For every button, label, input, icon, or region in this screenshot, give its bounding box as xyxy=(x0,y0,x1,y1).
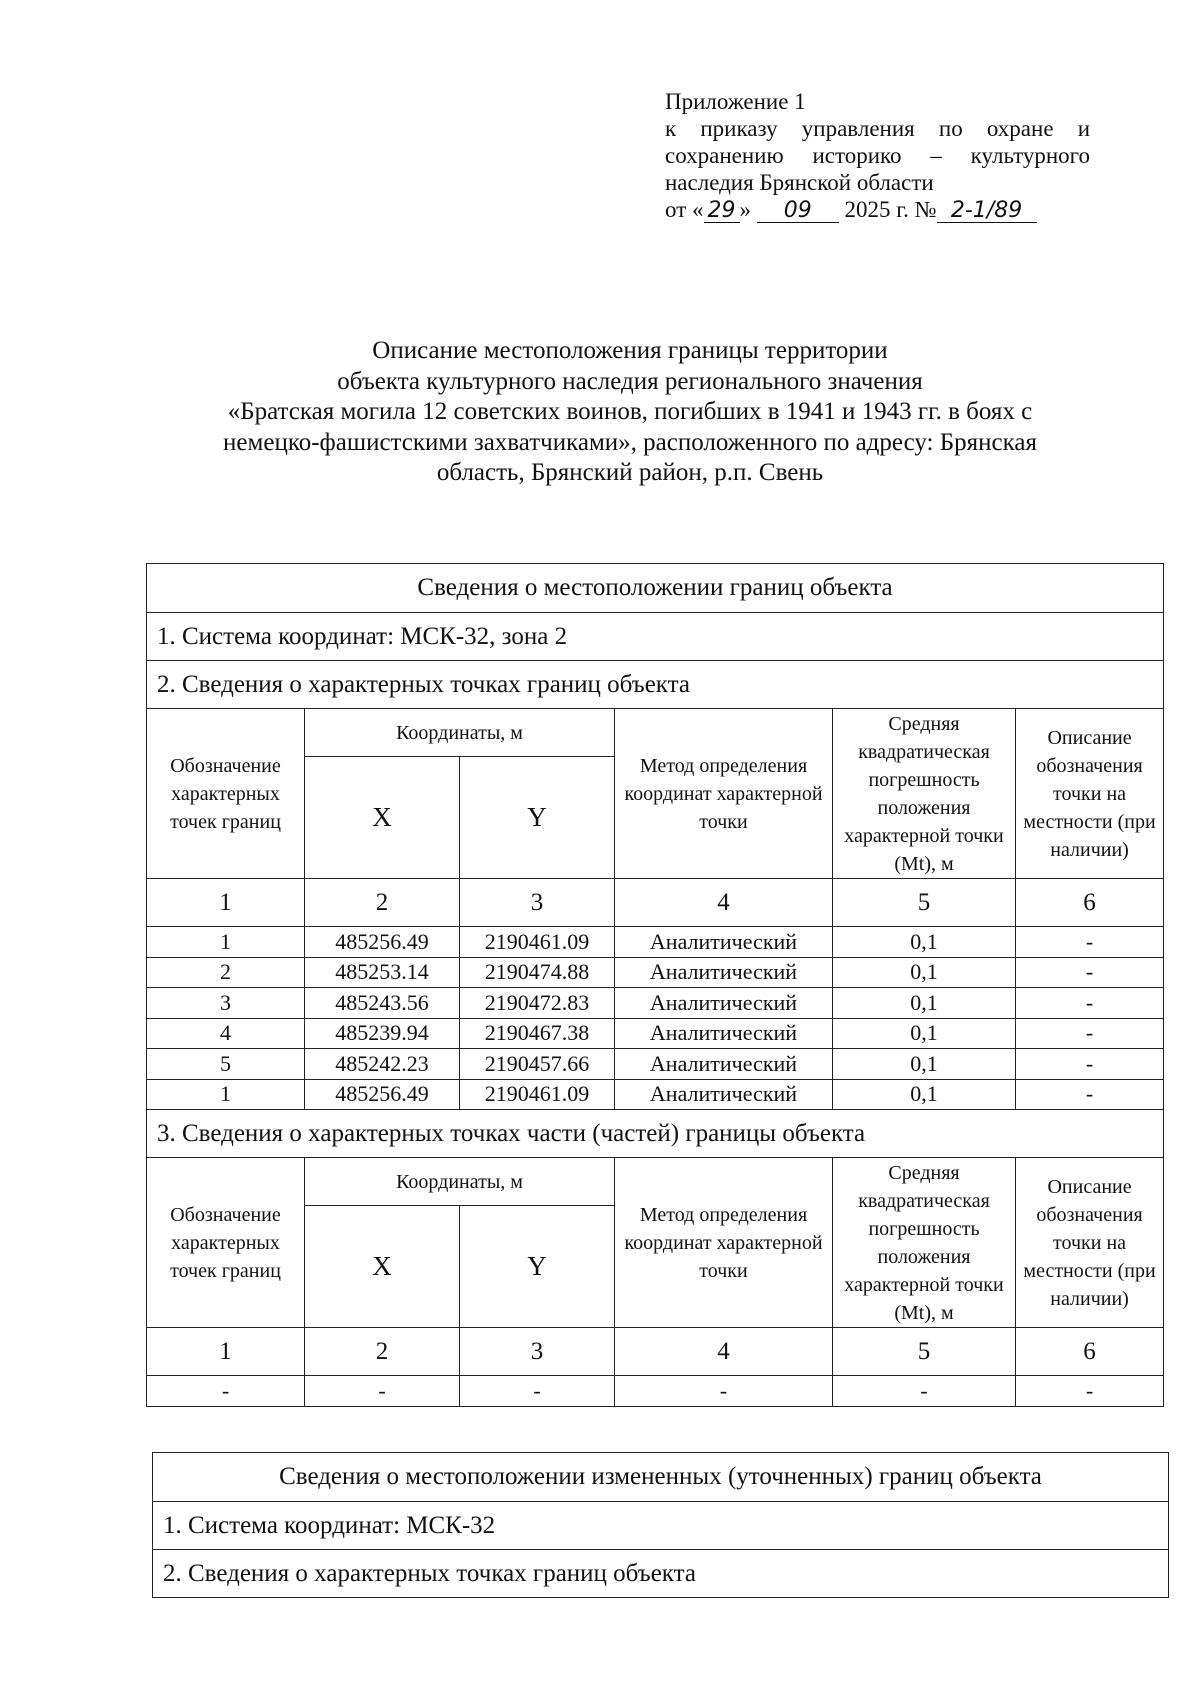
appendix-date-line xyxy=(665,196,1090,223)
table-row xyxy=(147,1376,1164,1407)
cell-point: 1 xyxy=(147,927,305,958)
cell-y: - xyxy=(460,1376,615,1407)
cell-description: - xyxy=(1016,927,1164,958)
cell-y: 2190474.88 xyxy=(460,957,615,988)
col-number: 1 xyxy=(147,879,305,927)
cell-point: 4 xyxy=(147,1018,305,1049)
cell-point: 3 xyxy=(147,988,305,1019)
cell-y: 2190457.66 xyxy=(460,1049,615,1080)
table-row xyxy=(147,957,1164,988)
col-header-y: Y xyxy=(460,757,615,879)
cell-y: 2190472.83 xyxy=(460,988,615,1019)
col-header-description: Описание обозначения точки на местности (при наличии) xyxy=(1016,709,1164,879)
table-row xyxy=(147,1049,1164,1080)
cell-method: Аналитический xyxy=(615,1079,833,1110)
appendix-order-line: к приказу управления по охране и xyxy=(665,116,1090,141)
date-month: 09 xyxy=(757,200,839,223)
table-row xyxy=(147,1018,1164,1049)
col-header-point: Обозначение характерных точек границ xyxy=(147,1158,305,1328)
cell-error: 0,1 xyxy=(833,927,1016,958)
table-row xyxy=(147,988,1164,1019)
cell-x: 485242.23 xyxy=(305,1049,460,1080)
cell-point: 2 xyxy=(147,957,305,988)
cell-error: 0,1 xyxy=(833,957,1016,988)
cell-point: - xyxy=(147,1376,305,1407)
appendix-title: Приложение 1 xyxy=(665,89,806,114)
appendix-order-line: наследия Брянской области xyxy=(665,170,934,195)
table-row xyxy=(147,927,1164,958)
col-header-error: Средняя квадратическая погрешность положения характерной точки (Mt), м xyxy=(833,709,1016,879)
table-row xyxy=(147,1079,1164,1110)
cell-error: 0,1 xyxy=(833,1049,1016,1080)
col-number: 6 xyxy=(1016,879,1164,927)
date-year: 2025 г. № xyxy=(844,197,937,222)
col-header-method: Метод определения координат характерной точки xyxy=(615,709,833,879)
cell-y: 2190467.38 xyxy=(460,1018,615,1049)
col-number: 4 xyxy=(615,879,833,927)
col-header-method: Метод определения координат характерной точки xyxy=(615,1158,833,1328)
cell-method: Аналитический xyxy=(615,957,833,988)
cell-method: Аналитический xyxy=(615,988,833,1019)
title-line: объекта культурного наследия регионального значения xyxy=(337,367,923,395)
boundary-table xyxy=(146,563,1164,1407)
col-header-x: X xyxy=(305,757,460,879)
col-number: 4 xyxy=(615,1328,833,1376)
title-line: область, Брянский район, р.п. Свень xyxy=(436,459,824,486)
col-number: 5 xyxy=(833,1328,1016,1376)
order-number: 2-1/89 xyxy=(937,200,1037,223)
col-header-error: Средняя квадратическая погрешность положения характерной точки (Mt), м xyxy=(833,1158,1016,1328)
cell-method: Аналитический xyxy=(615,1018,833,1049)
table-header: Сведения о местоположении измененных (уточненных) границ объекта xyxy=(153,1453,1169,1502)
cell-description: - xyxy=(1016,1079,1164,1110)
col-number: 2 xyxy=(305,879,460,927)
col-header-y: Y xyxy=(460,1206,615,1328)
cell-x: 485256.49 xyxy=(305,927,460,958)
section-title: 2. Сведения о характерных точках границ объекта xyxy=(153,1550,1169,1598)
cell-method: Аналитический xyxy=(615,927,833,958)
section-title: 2. Сведения о характерных точках границ объекта xyxy=(147,661,1164,709)
col-header-point: Обозначение характерных точек границ xyxy=(147,709,305,879)
cell-point: 5 xyxy=(147,1049,305,1080)
col-header-coords: Координаты, м xyxy=(305,709,615,757)
cell-description: - xyxy=(1016,1049,1164,1080)
cell-error: 0,1 xyxy=(833,988,1016,1019)
cell-description: - xyxy=(1016,988,1164,1019)
appendix-order-line: сохранению историко – культурного xyxy=(665,143,1090,168)
cell-method: - xyxy=(615,1376,833,1407)
title-line: «Братская могила 12 советских воинов, погибших в 1941 и 1943 гг. в боях с xyxy=(227,398,1033,425)
section-title: 3. Сведения о характерных точках части (частей) границы объекта xyxy=(147,1110,1164,1158)
changed-boundary-table xyxy=(152,1452,1169,1598)
cell-x: - xyxy=(305,1376,460,1407)
cell-x: 485253.14 xyxy=(305,957,460,988)
table-header: Сведения о местоположении границ объекта xyxy=(147,564,1164,613)
date-mid: » xyxy=(739,197,751,222)
document-title xyxy=(150,336,1110,489)
date-day: 29 xyxy=(704,200,740,223)
appendix-block xyxy=(665,88,1090,223)
cell-point: 1 xyxy=(147,1079,305,1110)
col-number: 3 xyxy=(460,1328,615,1376)
col-header-x: X xyxy=(305,1206,460,1328)
cell-error: - xyxy=(833,1376,1016,1407)
cell-x: 485239.94 xyxy=(305,1018,460,1049)
col-header-coords: Координаты, м xyxy=(305,1158,615,1206)
cell-x: 485256.49 xyxy=(305,1079,460,1110)
coord-system: 1. Система координат: МСК-32 xyxy=(153,1502,1169,1550)
col-number: 5 xyxy=(833,879,1016,927)
col-number: 3 xyxy=(460,879,615,927)
col-number: 2 xyxy=(305,1328,460,1376)
date-prefix: от « xyxy=(665,197,704,222)
title-line: немецко-фашистскими захватчиками», расположенного по адресу: Брянская xyxy=(223,428,1037,456)
cell-error: 0,1 xyxy=(833,1079,1016,1110)
cell-method: Аналитический xyxy=(615,1049,833,1080)
cell-error: 0,1 xyxy=(833,1018,1016,1049)
cell-description: - xyxy=(1016,1376,1164,1407)
cell-description: - xyxy=(1016,957,1164,988)
title-line: Описание местоположения границы территории xyxy=(372,337,888,364)
col-number: 6 xyxy=(1016,1328,1164,1376)
col-number: 1 xyxy=(147,1328,305,1376)
cell-y: 2190461.09 xyxy=(460,1079,615,1110)
cell-description: - xyxy=(1016,1018,1164,1049)
col-header-description: Описание обозначения точки на местности (при наличии) xyxy=(1016,1158,1164,1328)
coord-system: 1. Система координат: МСК-32, зона 2 xyxy=(147,613,1164,661)
cell-x: 485243.56 xyxy=(305,988,460,1019)
cell-y: 2190461.09 xyxy=(460,927,615,958)
